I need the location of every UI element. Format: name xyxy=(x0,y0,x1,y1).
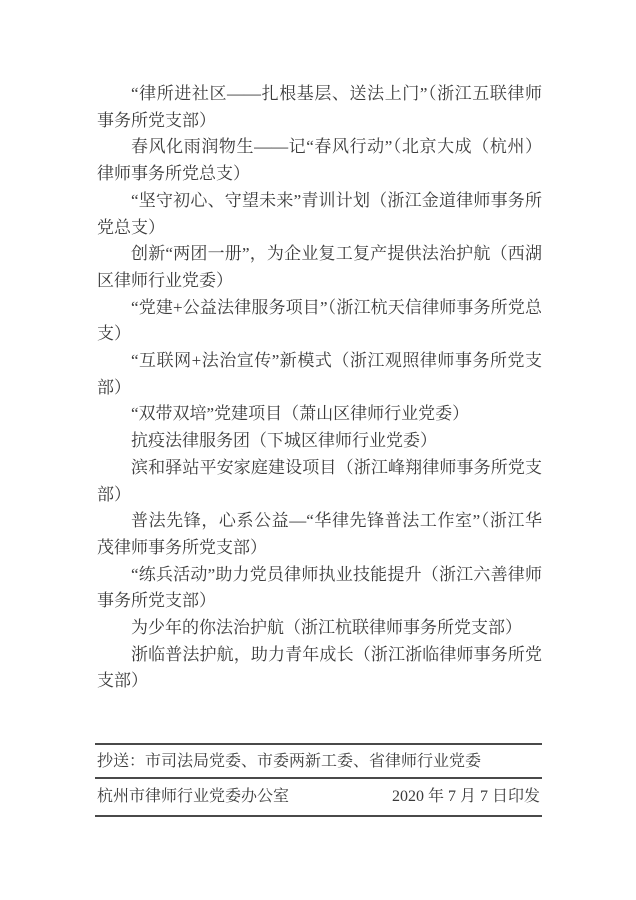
paragraph: “双带双培”党建项目（萧山区律师行业党委） xyxy=(131,404,470,424)
paragraph: 春风化雨润物生——记“春风行动”（北京大成（杭州）律师事务所党总支） xyxy=(97,137,542,184)
document-body xyxy=(97,81,542,695)
paragraph: 抗疫法律服务团（下城区律师行业党委） xyxy=(131,431,437,451)
paragraph: “互联网+法治宣传”新模式（浙江观照律师事务所党支部） xyxy=(97,351,542,397)
cc-line: 抄送：市司法局党委、市委两新工委、省律师行业党委 xyxy=(95,743,542,777)
issue-row xyxy=(95,777,542,817)
paragraph: 普法先锋，心系公益—“华律先锋普法工作室”（浙江华茂律师事务所党支部） xyxy=(97,511,542,557)
paragraph: “坚守初心、守望未来”青训计划（浙江金道律师事务所党总支） xyxy=(97,190,542,237)
paragraph: 滨和驿站平安家庭建设项目（浙江峰翔律师事务所党支部） xyxy=(97,457,542,504)
paragraph: 创新“两团一册”，为企业复工复产提供法治护航（西湖区律师行业党委） xyxy=(97,244,542,290)
print-date: 2020 年 7 月 7 日印发 xyxy=(391,788,540,805)
document-footer xyxy=(95,743,542,817)
paragraph: 浙临普法护航，助力青年成长（浙江浙临律师事务所党支部） xyxy=(97,644,542,691)
paragraph: “党建+公益法律服务项目”（浙江杭天信律师事务所党总支） xyxy=(97,297,542,344)
paragraph: 为少年的你法治护航（浙江杭联律师事务所党支部） xyxy=(131,618,522,638)
issuer-office: 杭州市律师行业党委办公室 xyxy=(97,788,290,805)
paragraph: “律所进社区——扎根基层、送法上门”（浙江五联律师事务所党支部） xyxy=(97,84,542,130)
paragraph: “练兵活动”助力党员律师执业技能提升（浙江六善律师事务所党支部） xyxy=(97,564,542,611)
